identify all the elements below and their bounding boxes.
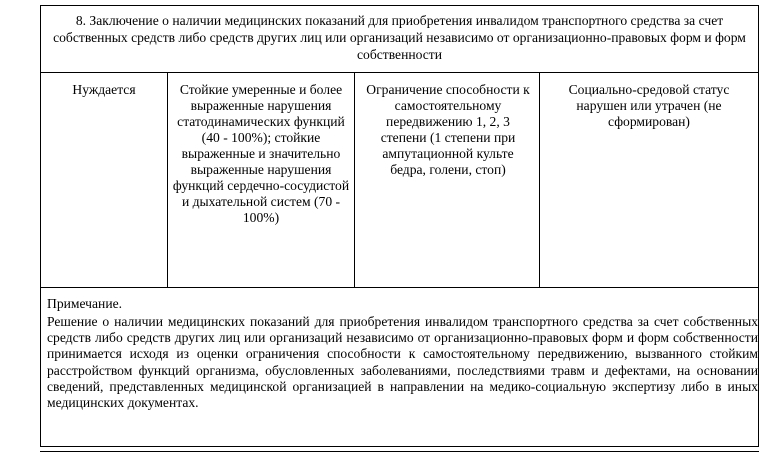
table-cell-needs	[44, 82, 164, 98]
border-row-bottom	[40, 287, 759, 288]
note-title: Примечание.	[47, 296, 123, 311]
border-top	[40, 5, 759, 6]
table-cell-social-status	[546, 82, 752, 130]
table-cell-text: Ограничение способности к самостоятельному передвижению 1, 2, 3 степени (1 степени при ампутационной культе бедра, голени, стоп)	[366, 82, 530, 177]
border-bottom	[40, 446, 759, 447]
bottom-ruler	[40, 451, 759, 452]
column-divider-1	[167, 72, 168, 288]
table-cell-impairments	[172, 82, 350, 226]
border-header-bottom	[40, 72, 759, 73]
table-cell-text: Нуждается	[72, 82, 136, 97]
note-text: Решение о наличии медицинских показаний для приобретения инвалидом транспортного средства за счет собственных средств либо средств других лиц или организаций независимо от организационно-правовых форм и форм собственности принимается исходя из оценки ограничения способности к самостоятельному передвижению, вызванного стойким расстройством функций организма, обусловленных заболеваниями, последствиями травм и дефектами, на основании сведений, представленных медицинской организацией в направлении на медико-социальную экспертизу либо в иных медицинских документах.	[47, 314, 758, 411]
section-title-text: 8. Заключение о наличии медицинских показаний для приобретения инвалидом транспортного средства за счет собственных средств либо средств других лиц или организаций независимо от организационно-правовых форм и форм собственности	[53, 13, 746, 62]
column-divider-3	[539, 72, 540, 288]
column-divider-2	[354, 72, 355, 288]
table-cell-text: Социально-средовой статус нарушен или утрачен (не сформирован)	[568, 82, 730, 129]
table-cell-text: Стойкие умеренные и более выраженные нарушения статодинамических функций (40 - 100%); стойкие выраженные и значительно выраженные нарушения функций сердечно-сосудистой и дыхательной систем (70 - 100%)	[172, 82, 350, 225]
section-title	[40, 12, 759, 63]
table-cell-mobility	[366, 82, 530, 178]
